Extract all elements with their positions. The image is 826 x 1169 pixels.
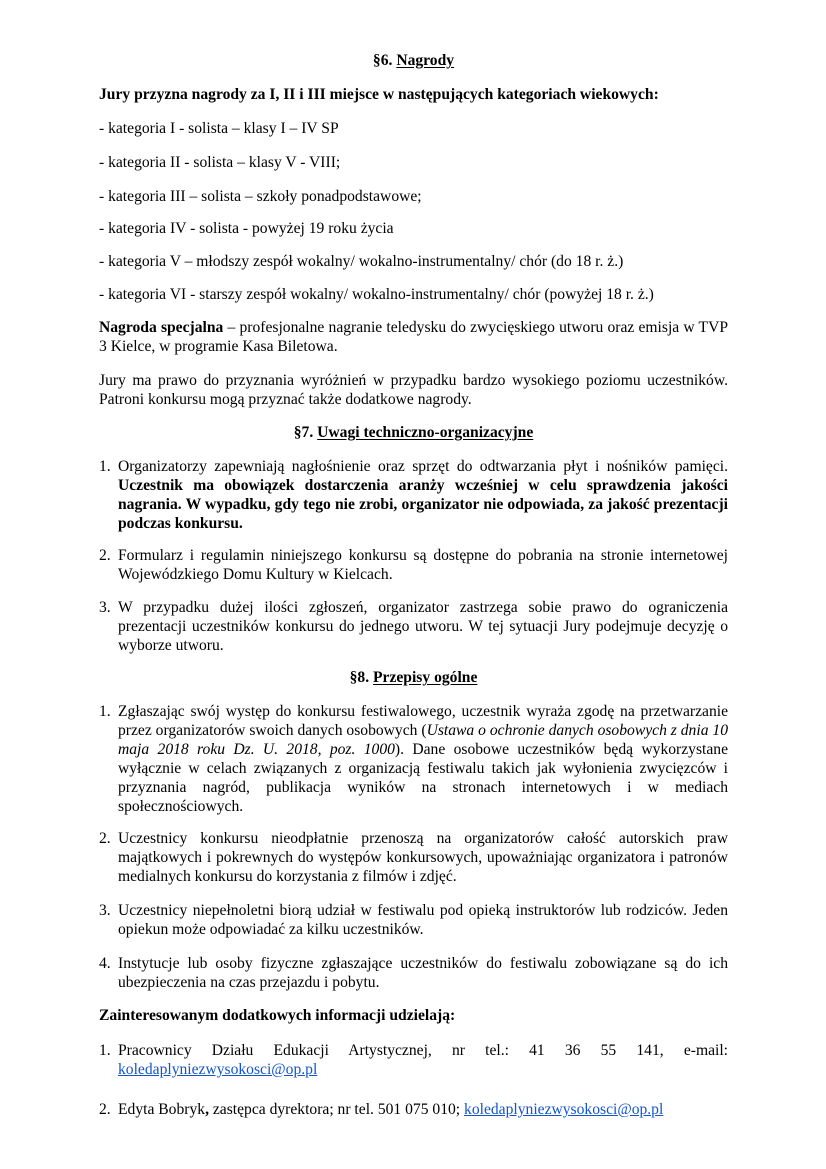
contact-heading: Zainteresowanym dodatkowych informacji udzielają: <box>99 1007 456 1024</box>
list-number: 2. <box>99 547 111 564</box>
section-title: Nagrody <box>396 52 455 69</box>
list-text <box>118 1100 728 1119</box>
list-item <box>99 1041 728 1079</box>
item-text-plain: Zgłaszając swój występ do konkursu festiwalowego, uczestnik wyraża zgodę na przetwarzanie przez organizatorów swoich danych osobowych ( <box>118 703 728 739</box>
section-8-heading <box>99 668 728 687</box>
email-link[interactable]: koledaplyniezwysokosci@op.pl <box>464 1101 664 1118</box>
list-number: 2. <box>99 1101 111 1118</box>
section-title: Przepisy ogólne <box>373 669 478 686</box>
special-prize-label: Nagroda specjalna <box>99 319 224 336</box>
contact-text: Pracownicy Działu Edukacji Artystycznej, nr tel.: 41 36 55 141, e-mail: <box>118 1042 728 1059</box>
special-prize-paragraph <box>99 318 728 356</box>
list-item <box>99 829 728 886</box>
list-item <box>99 1100 728 1119</box>
list-text: W przypadku dużej ilości zgłoszeń, organizator zastrzega sobie prawo do ograniczenia prezentacji uczestników konkursu do jednego utworu. W tej sytuacji Jury podejmuje decyzję o wyborze utworu. <box>118 599 728 654</box>
legal-act-citation: Ustawa o ochronie danych osobowych z dnia 10 maja 2018 roku Dz. U. 2018, poz. 1000 <box>118 722 728 758</box>
contact-text: zastępca dyrektora; nr tel. 501 075 010; <box>208 1101 465 1118</box>
section-title: Uwagi techniczno-organizacyjne <box>317 424 534 441</box>
list-item <box>99 598 728 655</box>
list-number: 3. <box>99 902 111 919</box>
category-item: - kategoria II - solista – klasy V - VIII; <box>99 154 341 171</box>
list-text <box>118 1041 728 1079</box>
list-number: 1. <box>99 703 111 720</box>
category-item: - kategoria I - solista – klasy I – IV SP <box>99 120 339 137</box>
list-text: Uczestnicy niepełnoletni biorą udział w festiwalu pod opieką instruktorów lub rodziców. Jeden opiekun może odpowiadać za kilku uczestników. <box>118 902 728 938</box>
prizes-intro: Jury przyzna nagrody za I, II i III miejsce w następujących kategoriach wiekowych: <box>99 86 659 103</box>
jury-note-paragraph: Jury ma prawo do przyznania wyróżnień w przypadku bardzo wysokiego poziomu uczestników. Patroni konkursu mogą przyznać także dodatkowe nagrody. <box>99 372 728 408</box>
list-number: 1. <box>99 458 111 475</box>
list-item <box>99 901 728 939</box>
list-text: Formularz i regulamin niniejszego konkursu są dostępne do pobrania na stronie internetowej Wojewódzkiego Domu Kultury w Kielcach. <box>118 547 728 583</box>
list-number: 1. <box>99 1042 111 1059</box>
section-number: §6. <box>372 52 393 69</box>
contact-comma: , <box>205 1101 209 1118</box>
item-text-plain: ). Dane osobowe uczestników będą wykorzystane wyłącznie w celach związanych z organizacją festiwalu takich jak wyłonienia zwycięzców i przyznania nagród, publikacja wyników na stronach internetowych i w mediach społecznościowych. <box>118 741 728 815</box>
contact-name: Edyta Bobryk <box>118 1101 206 1118</box>
special-prize-text: – profesjonalne nagranie teledysku do zwycięskiego utworu oraz emisja w TVP 3 Kielce, w programie Kasa Biletowa. <box>99 319 728 355</box>
list-number: 4. <box>99 955 111 972</box>
list-item <box>99 457 728 533</box>
list-text <box>118 702 728 816</box>
list-item <box>99 546 728 584</box>
list-text: Uczestnicy konkursu nieodpłatnie przenoszą na organizatorów całość autorskich praw majątkowych i pokrewnych do występów konkursowych, upoważniając organizatora i patronów medialnych konkursu do korzystania z filmów i zdjęć. <box>118 830 728 885</box>
list-item <box>99 954 728 992</box>
email-link[interactable]: koledaplyniezwysokosci@op.pl <box>118 1061 318 1078</box>
category-item: - kategoria VI - starszy zespół wokalny/ wokalno-instrumentalny/ chór (powyżej 18 r. ż.) <box>99 286 654 303</box>
category-item: - kategoria IV - solista - powyżej 19 roku życia <box>99 220 394 237</box>
section-7-heading <box>99 423 728 442</box>
list-number: 3. <box>99 599 111 616</box>
category-item: - kategoria III – solista – szkoły ponadpodstawowe; <box>99 188 422 205</box>
item-text-plain: Organizatorzy zapewniają nagłośnienie oraz sprzęt do odtwarzania płyt i nośników pamięci. <box>118 458 728 475</box>
item-text-bold: Uczestnik ma obowiązek dostarczenia aranży wcześniej w celu sprawdzenia jakości nagrania. W wypadku, gdy tego nie zrobi, organizator nie odpowiada, za jakość prezentacji podczas konkursu. <box>118 477 728 532</box>
list-item <box>99 702 728 816</box>
list-number: 2. <box>99 830 111 847</box>
list-text: Instytucje lub osoby fizyczne zgłaszające uczestników do festiwalu zobowiązane są do ich ubezpieczenia na czas przejazdu i pobytu. <box>118 955 728 991</box>
section-number: §7. <box>293 424 314 441</box>
category-item: - kategoria V – młodszy zespół wokalny/ wokalno-instrumentalny/ chór (do 18 r. ż.) <box>99 253 624 270</box>
section-number: §8. <box>349 669 370 686</box>
list-text <box>118 457 728 533</box>
section-6-heading <box>99 51 728 70</box>
